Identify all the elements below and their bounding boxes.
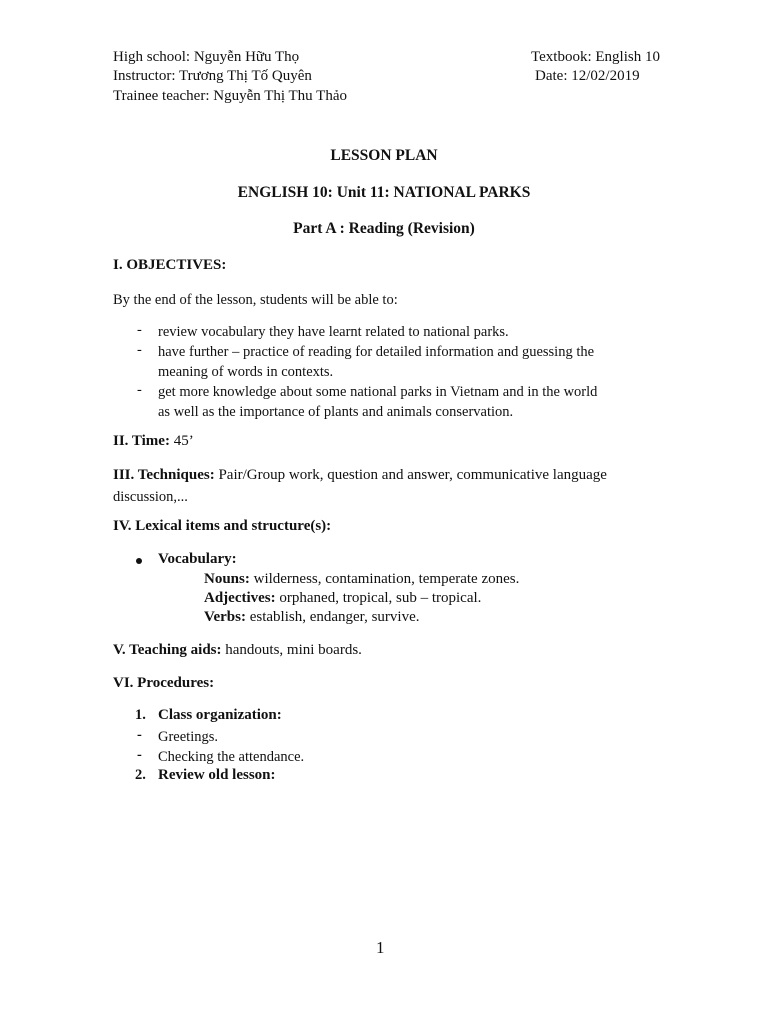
objective-item-3-line-1: get more knowledge about some national parks in Vietnam and in the world xyxy=(158,384,598,400)
instructor-name: Instructor: Trương Thị Tố Quyên xyxy=(113,68,312,84)
step-2-label: Review old lesson: xyxy=(158,767,276,783)
objective-item-1: review vocabulary they have learnt related to national parks. xyxy=(158,324,509,340)
part-title: Part A : Reading (Revision) xyxy=(293,220,475,237)
teaching-aids-label: V. Teaching aids: xyxy=(113,642,222,658)
time-label: II. Time: xyxy=(113,433,170,449)
techniques-label: III. Techniques: xyxy=(113,467,215,483)
lesson-plan-title: LESSON PLAN xyxy=(330,147,438,164)
techniques-value: Pair/Group work, question and answer, communicative language xyxy=(214,467,607,483)
objectives-heading: I. OBJECTIVES: xyxy=(113,257,227,273)
school-name: High school: Nguyễn Hữu Thọ xyxy=(113,49,300,65)
techniques-section xyxy=(113,467,607,484)
verbs-label: Verbs: xyxy=(204,609,246,625)
step-1-item-attendance: Checking the attendance. xyxy=(158,749,305,765)
nouns-value: wilderness, contamination, temperate zones. xyxy=(249,571,520,587)
bullet-icon xyxy=(136,558,142,564)
unit-title: ENGLISH 10: Unit 11: NATIONAL PARKS xyxy=(237,184,531,201)
time-section xyxy=(113,433,194,450)
teaching-aids-section xyxy=(113,642,362,659)
objective-bullet: - xyxy=(137,382,142,398)
techniques-value-line-2: discussion,... xyxy=(113,489,188,505)
objective-bullet: - xyxy=(137,322,142,338)
time-value: 45’ xyxy=(169,433,194,449)
textbook-name: Textbook: English 10 xyxy=(531,49,660,65)
lesson-date: Date: 12/02/2019 xyxy=(535,68,640,84)
nouns-label: Nouns: xyxy=(204,571,250,587)
nouns-line xyxy=(204,571,519,588)
step-1-dash: - xyxy=(137,727,142,743)
procedures-heading: VI. Procedures: xyxy=(113,675,215,691)
adjectives-line xyxy=(204,590,481,607)
objective-bullet: - xyxy=(137,342,142,358)
objectives-intro: By the end of the lesson, students will be able to: xyxy=(113,292,398,308)
objective-item-3-line-2: as well as the importance of plants and animals conservation. xyxy=(158,404,514,420)
step-2-number: 2. xyxy=(135,767,146,783)
step-1-label: Class organization: xyxy=(158,707,282,723)
verbs-value: establish, endanger, survive. xyxy=(245,609,420,625)
step-1-item-greetings: Greetings. xyxy=(158,729,218,745)
vocabulary-label: Vocabulary: xyxy=(158,551,237,567)
adjectives-label: Adjectives: xyxy=(204,590,276,606)
objective-item-2-line-1: have further – practice of reading for detailed information and guessing the xyxy=(158,344,595,360)
objective-item-2-line-2: meaning of words in contexts. xyxy=(158,364,334,380)
lexical-heading: IV. Lexical items and structure(s): xyxy=(113,518,332,534)
page-number: 1 xyxy=(376,938,385,957)
step-1-number: 1. xyxy=(135,707,146,723)
verbs-line xyxy=(204,609,419,626)
trainee-teacher-name: Trainee teacher: Nguyễn Thị Thu Thảo xyxy=(113,88,347,104)
adjectives-value: orphaned, tropical, sub – tropical. xyxy=(275,590,482,606)
teaching-aids-value: handouts, mini boards. xyxy=(221,642,362,658)
step-1-dash: - xyxy=(137,747,142,763)
